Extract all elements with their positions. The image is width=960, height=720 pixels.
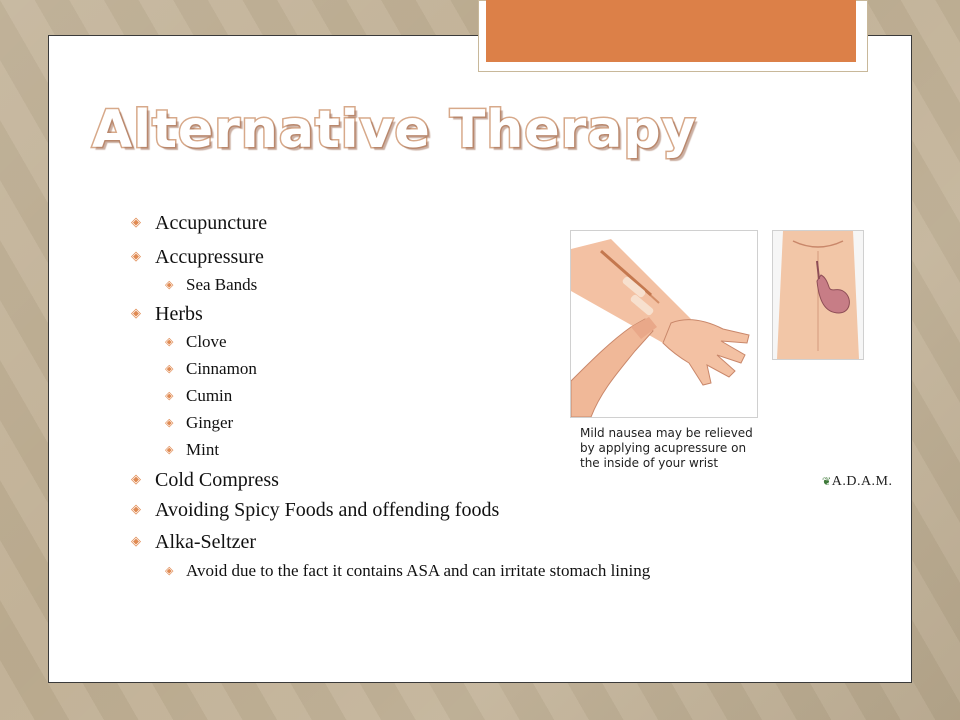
caption-line: by applying acupressure on	[580, 441, 747, 455]
diamond-bullet-icon: ◈	[131, 215, 141, 230]
caption-line: the inside of your wrist	[580, 456, 719, 470]
diamond-bullet-icon: ◈	[165, 564, 174, 577]
torso-illustration	[773, 231, 863, 359]
bullet-label: Herbs	[155, 303, 203, 325]
sub-bullet-item	[165, 561, 651, 581]
diamond-bullet-icon: ◈	[165, 416, 174, 429]
adam-logo-text: A.D.A.M.	[831, 474, 893, 489]
torso-stomach-image	[772, 230, 864, 360]
bullet-item	[131, 246, 264, 269]
figure-caption	[580, 426, 780, 471]
bullet-label: Accupuncture	[155, 212, 268, 234]
diamond-bullet-icon: ◈	[165, 335, 174, 348]
diamond-bullet-icon: ◈	[131, 534, 141, 549]
diamond-bullet-icon: ◈	[165, 362, 174, 375]
bullet-item	[131, 469, 279, 492]
sub-bullet-item	[165, 386, 233, 406]
bullet-label: Cold Compress	[155, 469, 279, 491]
sub-bullet-item	[165, 359, 257, 379]
sub-bullet-label: Cinnamon	[186, 359, 257, 378]
sub-bullet-label: Sea Bands	[186, 275, 258, 294]
sub-bullet-item	[165, 275, 258, 295]
sub-bullet-label: Avoid due to the fact it contains ASA and can irritate stomach lining	[186, 561, 651, 580]
sub-bullet-item	[165, 332, 227, 352]
diamond-bullet-icon: ◈	[131, 249, 141, 264]
slide-title: Alternative Therapy	[92, 100, 697, 160]
sub-bullet-label: Mint	[186, 440, 220, 459]
bullet-item	[131, 499, 500, 522]
bullet-item	[131, 303, 203, 326]
diamond-bullet-icon: ◈	[131, 472, 141, 487]
wrist-acupressure-image	[570, 230, 758, 418]
diamond-bullet-icon: ◈	[165, 443, 174, 456]
diamond-bullet-icon: ◈	[165, 278, 174, 291]
leaf-icon: ❦	[822, 475, 832, 488]
sub-bullet-label: Clove	[186, 332, 227, 351]
bullet-item	[131, 212, 268, 235]
diamond-bullet-icon: ◈	[131, 306, 141, 321]
sub-bullet-label: Cumin	[186, 386, 233, 405]
hand-wrist-illustration	[571, 231, 757, 417]
diamond-bullet-icon: ◈	[131, 502, 141, 517]
bullet-label: Avoiding Spicy Foods and offending foods	[155, 499, 500, 521]
bullet-label: Alka-Seltzer	[155, 531, 257, 553]
bullet-item	[131, 531, 257, 554]
bullet-label: Accupressure	[155, 246, 264, 268]
caption-line: Mild nausea may be relieved	[580, 426, 753, 440]
sub-bullet-label: Ginger	[186, 413, 234, 432]
sub-bullet-item	[165, 440, 220, 460]
acupressure-illustration	[566, 226, 896, 496]
sub-bullet-item	[165, 413, 234, 433]
adam-logo	[822, 474, 893, 490]
diamond-bullet-icon: ◈	[165, 389, 174, 402]
